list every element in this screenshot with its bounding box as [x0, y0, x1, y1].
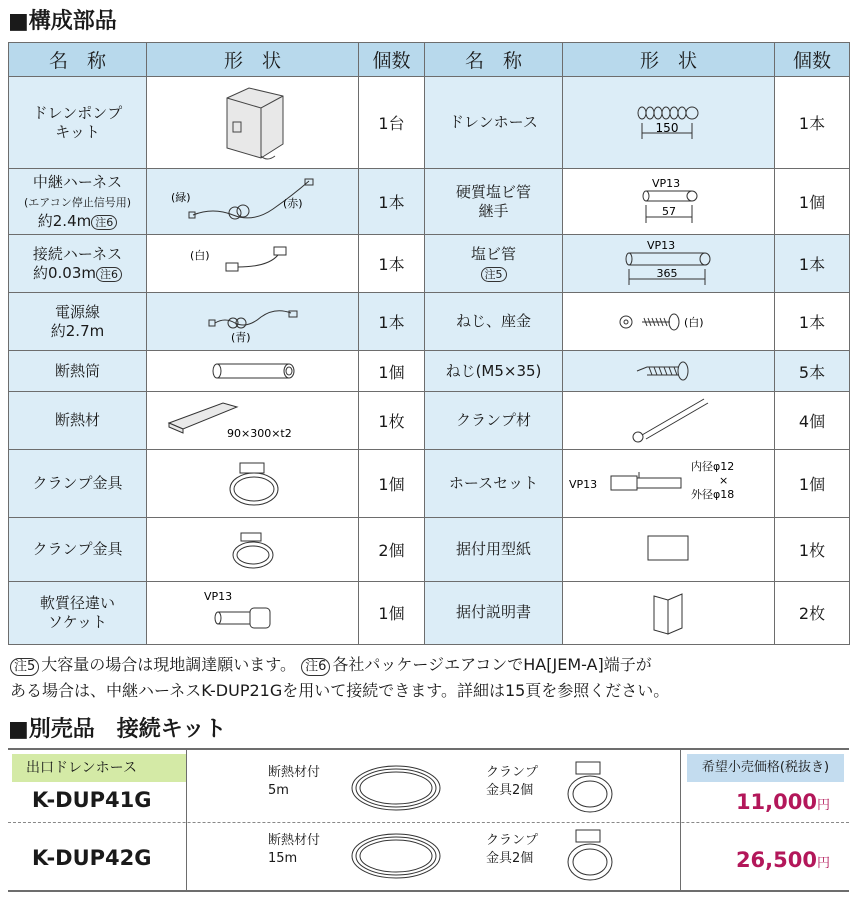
- part-name: クランプ材: [425, 391, 563, 449]
- header-count-right: 個数: [775, 43, 850, 77]
- option-clamp-label: クランプ 金具2個: [486, 765, 539, 798]
- pipe-size-label: VP13: [646, 238, 675, 252]
- part-name: クランプ金具: [9, 517, 147, 581]
- drain-pump-kit-image: [147, 77, 359, 169]
- part-count: 1本: [775, 77, 850, 169]
- part-name: 塩ビ管 注5: [425, 235, 563, 293]
- hose-clamp-image: [147, 449, 359, 517]
- relay-harness-image: [147, 169, 359, 235]
- header-shape-right: 形 状: [563, 43, 775, 77]
- coiled-hose-image: [346, 828, 446, 884]
- screw-image: [563, 351, 775, 391]
- wire-color-label: (赤): [282, 196, 303, 210]
- part-count: 1本: [775, 293, 850, 351]
- option-clamp-label: クランプ 金具2個: [486, 833, 539, 866]
- power-cable-image: [147, 293, 359, 351]
- part-name: 接続ハーネス 約0.03m 注6: [9, 235, 147, 293]
- clamp-strip-image: [563, 391, 775, 449]
- part-name: クランプ金具: [9, 449, 147, 517]
- option-table: [8, 748, 849, 892]
- part-count: 1個: [359, 581, 425, 644]
- part-name: ねじ(M5×35): [425, 351, 563, 391]
- manual-image: [563, 581, 775, 644]
- part-name: 電源線 約2.7m: [9, 293, 147, 351]
- joint-length-label: 57: [661, 204, 676, 218]
- part-name: ドレンポンプ キット: [9, 77, 147, 169]
- header-name-right: 名 称: [425, 43, 563, 77]
- note-6-text-line2: ある場合は、中継ハーネスK-DUP21Gを用いて接続できます。詳細は15頁を参照ください。: [10, 681, 670, 700]
- note-6-text: 各社パッケージエアコンでHA[JEM-A]端子が: [332, 655, 652, 674]
- part-name: 据付用型紙: [425, 517, 563, 581]
- hose-clamp-icon: [562, 824, 618, 886]
- wire-color-label: (緑): [170, 190, 191, 204]
- wire-color-label: (白): [189, 248, 210, 262]
- insulation-size-label: 90×300×t2: [226, 427, 292, 441]
- part-count: 1枚: [359, 391, 425, 449]
- pipe-size-label: VP13: [203, 589, 232, 603]
- part-name: ねじ、座金: [425, 293, 563, 351]
- components-table: [8, 42, 850, 645]
- insulation-tube-image: [147, 351, 359, 391]
- part-count: 1台: [359, 77, 425, 169]
- pipe-size-label: VP13: [568, 478, 597, 492]
- pipe-size-label: VP13: [651, 176, 680, 190]
- part-name: 断熱材: [9, 391, 147, 449]
- part-count: 1個: [775, 169, 850, 235]
- option-code: K-DUP42G: [32, 846, 152, 870]
- part-name: 中継ハーネス (エアコン停止信号用) 約2.4m 注6: [9, 169, 147, 235]
- part-count: 4個: [775, 391, 850, 449]
- option-insulation-label: 断熱材付 5m: [268, 765, 321, 798]
- screw-washer-image: [563, 293, 775, 351]
- part-count: 1本: [359, 169, 425, 235]
- part-name: ホースセット: [425, 449, 563, 517]
- outlet-drain-hose-label: 出口ドレンホース: [12, 754, 186, 782]
- header-name-left: 名 称: [9, 43, 147, 77]
- part-count: 1個: [775, 449, 850, 517]
- header-shape-left: 形 状: [147, 43, 359, 77]
- part-name: 軟質径違い ソケット: [9, 581, 147, 644]
- header-count-left: 個数: [359, 43, 425, 77]
- pvc-pipe-image: [563, 235, 775, 293]
- note-5-badge: 注5: [10, 658, 39, 676]
- socket-image: [147, 581, 359, 644]
- hose-clamp-icon: [562, 756, 618, 818]
- connection-harness-image: [147, 235, 359, 293]
- outer-diameter-label: 外径φ18: [690, 488, 734, 502]
- part-count: 1本: [359, 293, 425, 351]
- part-count: 1本: [775, 235, 850, 293]
- part-count: 5本: [775, 351, 850, 391]
- part-count: 1個: [359, 449, 425, 517]
- pipe-length-label: 365: [656, 266, 677, 280]
- note-6-badge: 注6: [301, 658, 330, 676]
- part-count: 1枚: [775, 517, 850, 581]
- pipe-joint-image: [563, 169, 775, 235]
- part-count: 1個: [359, 351, 425, 391]
- option-code: K-DUP41G: [32, 788, 152, 812]
- section-title-components: ■構成部品: [8, 9, 117, 34]
- washer-color-label: (白): [683, 315, 704, 329]
- insulation-sheet-image: [147, 391, 359, 449]
- wire-color-label: (青): [230, 330, 251, 344]
- price-column: [680, 750, 850, 890]
- part-count: 2個: [359, 517, 425, 581]
- inner-diameter-label: 内径φ12: [690, 460, 734, 474]
- option-contents: [186, 750, 680, 890]
- times-label: ×: [718, 474, 728, 488]
- section-title-options: ■別売品 接続キット: [8, 717, 227, 742]
- template-image: [563, 517, 775, 581]
- hose-set-image: [563, 449, 775, 517]
- option-insulation-label: 断熱材付 15m: [268, 833, 321, 866]
- option-price: 26,500円: [735, 848, 830, 872]
- coiled-hose-image: [346, 760, 446, 816]
- row-divider: [8, 822, 849, 823]
- part-name: 硬質塩ビ管 継手: [425, 169, 563, 235]
- option-price: 11,000円: [735, 790, 830, 814]
- part-name: ドレンホース: [425, 77, 563, 169]
- notes: [10, 652, 855, 704]
- price-header: 希望小売価格(税抜き): [687, 754, 844, 782]
- part-name: 断熱筒: [9, 351, 147, 391]
- note-5-text: 大容量の場合は現地調達願います。: [41, 655, 297, 674]
- hose-clamp-small-image: [147, 517, 359, 581]
- option-code-column: [8, 750, 187, 890]
- part-count: 2枚: [775, 581, 850, 644]
- part-name: 据付説明書: [425, 581, 563, 644]
- drain-hose-image: [563, 77, 775, 169]
- part-count: 1本: [359, 235, 425, 293]
- hose-length-label: 150: [655, 120, 678, 135]
